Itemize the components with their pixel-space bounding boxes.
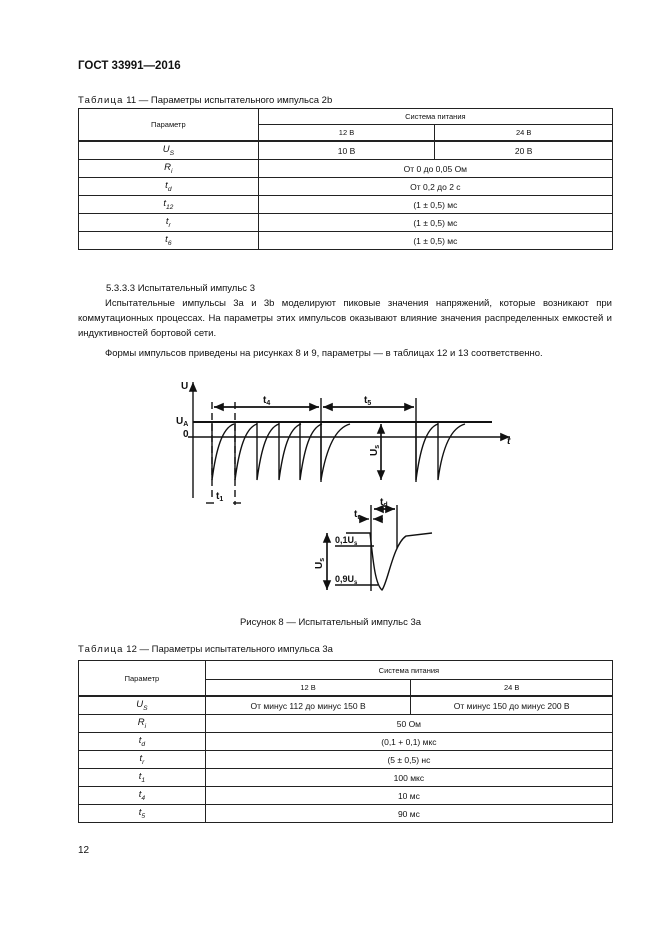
value-cell: (1 ± 0,5) мс [258, 196, 612, 214]
table-12-caption: Таблица 12 — Параметры испытательного импульса 3а [78, 644, 333, 655]
value-cell: (1 ± 0,5) мс [258, 232, 612, 250]
value-cell: От 0 до 0,05 Ом [258, 160, 612, 178]
param-cell: $t_1$ [79, 769, 206, 787]
figure-8-diagram [0, 370, 661, 610]
table-row [79, 787, 613, 805]
u-axis-label: U [181, 381, 189, 392]
value-cell-12v: 10 В [258, 141, 435, 160]
value-cell: 100 мкс [205, 769, 612, 787]
table-row [79, 232, 613, 250]
table-row [79, 733, 613, 751]
param-cell: $t_5$ [79, 805, 206, 823]
header-12v: 12 В [205, 680, 411, 697]
table-row [79, 196, 613, 214]
value-cell: (0,1 + 0,1) мкс [205, 733, 612, 751]
header-12v: 12 В [258, 125, 435, 142]
header-power-system: Система питания [258, 109, 612, 125]
param-cell: $t_{12}$ [79, 196, 259, 214]
param-cell: $t_r$ [79, 751, 206, 769]
param-cell: $t_r$ [79, 214, 259, 232]
param-cell: $t_d$ [79, 733, 206, 751]
table-row [79, 715, 613, 733]
t4-label: $t_4$ [263, 395, 271, 407]
value-cell-12v: От минус 112 до минус 150 В [205, 696, 411, 715]
header-24v: 24 В [435, 125, 613, 142]
table-row [79, 805, 613, 823]
value-cell: (1 ± 0,5) мс [258, 214, 612, 232]
param-cell: $t_d$ [79, 178, 259, 196]
t1-label: $t_1$ [216, 491, 224, 503]
table-row [79, 751, 613, 769]
level-01-label: $0,1U_s$ [335, 535, 358, 547]
document-header: ГОСТ 33991—2016 [78, 60, 181, 72]
td-label: $t_d$ [380, 497, 388, 509]
table-row [79, 178, 613, 196]
param-cell: $U_S$ [79, 141, 259, 160]
header-24v: 24 В [411, 680, 613, 697]
section-heading: 5.3.3.3 Испытательный импульс 3 [106, 283, 255, 294]
value-cell: (5 ± 0,5) нс [205, 751, 612, 769]
paragraph-2: Формы импульсов приведены на рисунках 8 и 9, параметры — в таблицах 12 и 13 соответственно. [105, 348, 543, 359]
table-row [79, 696, 613, 715]
figure-8-caption: Рисунок 8 — Испытательный импульс 3а [239, 617, 422, 628]
table-row [79, 214, 613, 232]
value-cell: 90 мс [205, 805, 612, 823]
param-cell: $R_i$ [79, 160, 259, 178]
table-row [79, 769, 613, 787]
header-param: Параметр [79, 109, 259, 142]
table-12 [78, 660, 613, 823]
us-detail-label: $U_s$ [314, 557, 326, 569]
page-number: 12 [78, 845, 90, 856]
param-cell: $R_i$ [79, 715, 206, 733]
value-cell-24v: 20 В [435, 141, 613, 160]
param-cell: $U_S$ [79, 696, 206, 715]
zero-label: 0 [183, 429, 189, 440]
value-cell: 50 Ом [205, 715, 612, 733]
t-axis-label: t [507, 436, 511, 447]
table-row [79, 160, 613, 178]
level-09-label: $0,9U_s$ [335, 574, 358, 586]
table-11 [78, 108, 613, 250]
paragraph-1: Испытательные импульсы 3а и 3b моделируют пиковые значения напряжений, которые возникают при коммутационных процессах. На параметры этих импульсов оказывают влияние значения распределенных емкостей и индуктивностей бортовой сети. [78, 298, 612, 339]
table-row [79, 141, 613, 160]
ua-label: $U_A$ [176, 416, 189, 428]
t5-label: $t_5$ [364, 395, 372, 407]
value-cell-24v: От минус 150 до минус 200 В [411, 696, 613, 715]
param-cell: $t_4$ [79, 787, 206, 805]
header-param: Параметр [79, 661, 206, 697]
us-label: $U_s$ [369, 444, 381, 456]
header-power-system: Система питания [205, 661, 612, 680]
param-cell: $t_6$ [79, 232, 259, 250]
value-cell: От 0,2 до 2 с [258, 178, 612, 196]
table-11-caption: Таблица 11 — Параметры испытательного импульса 2b [78, 95, 333, 106]
tr-label: $t_r$ [354, 509, 361, 521]
value-cell: 10 мс [205, 787, 612, 805]
